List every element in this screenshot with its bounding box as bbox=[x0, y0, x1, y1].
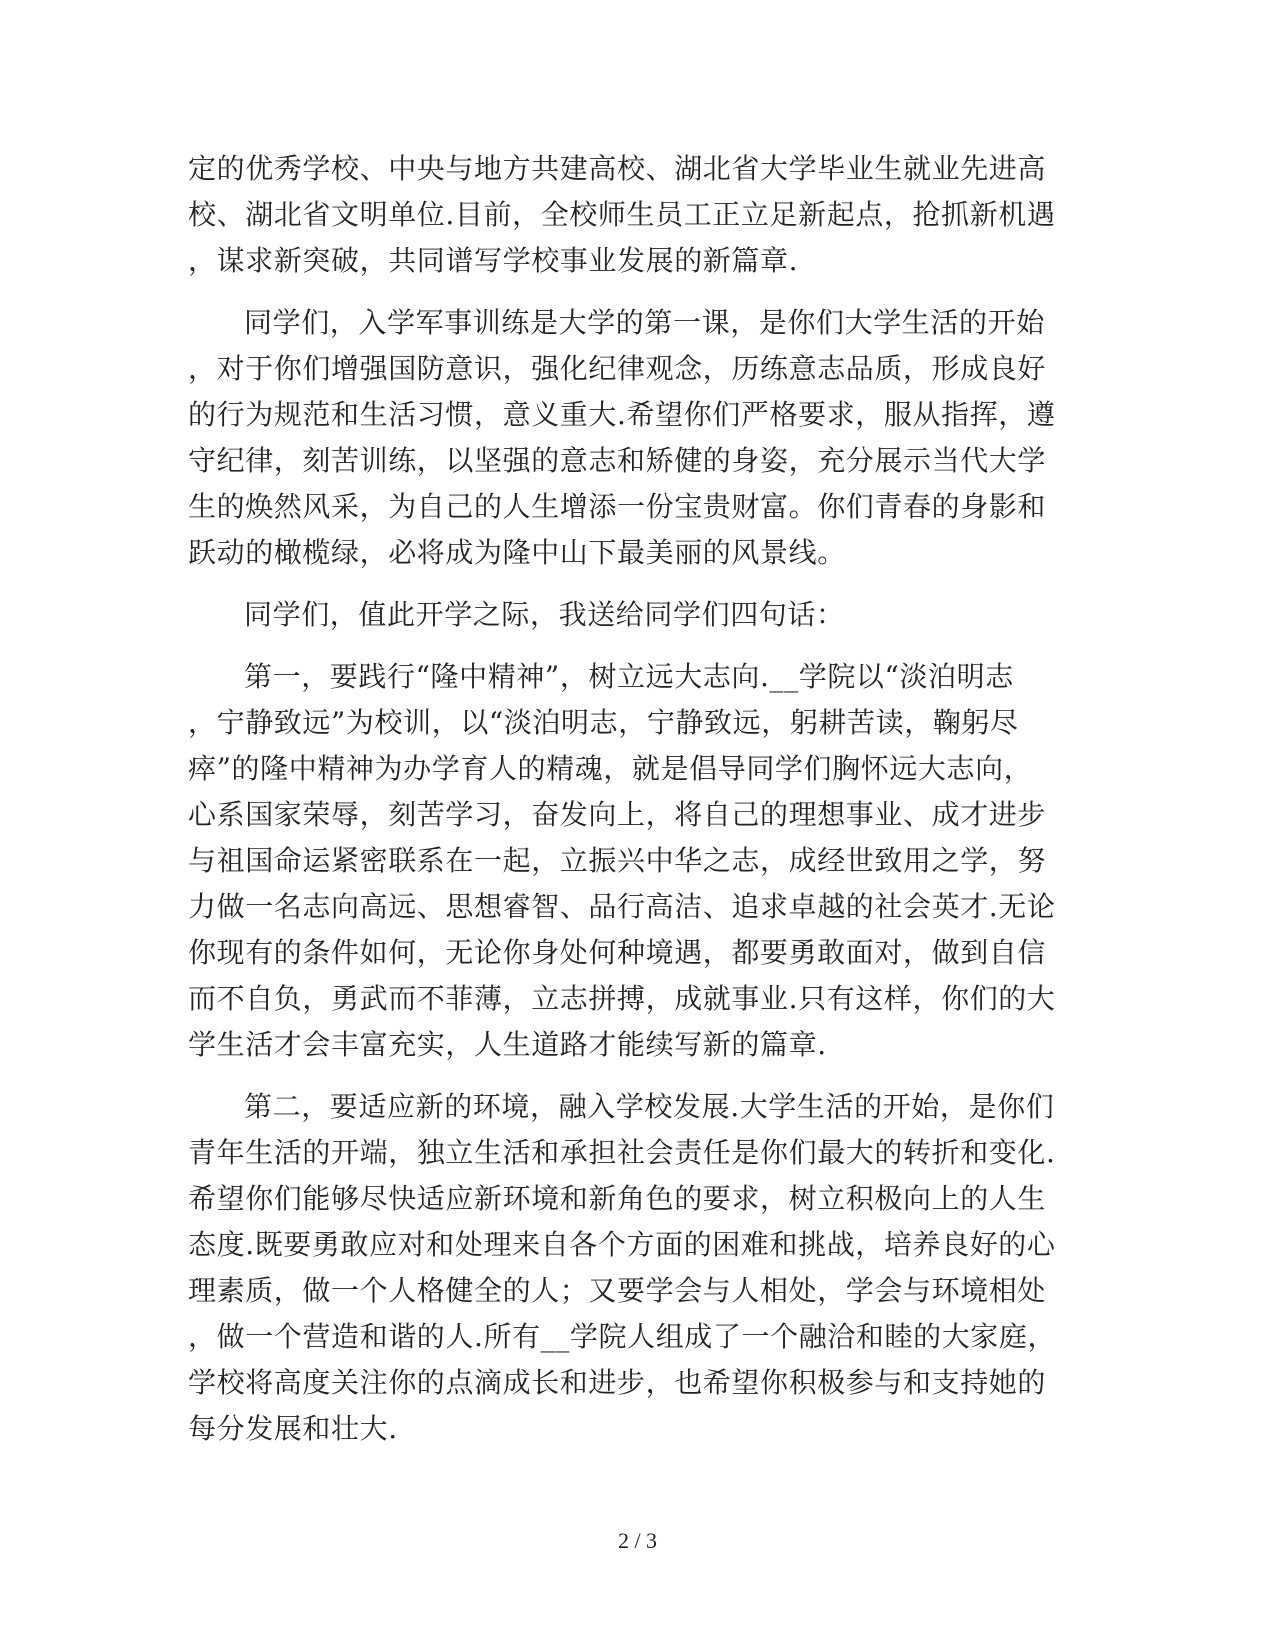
text-line: ，谋求新突破，共同谱写学校事业发展的新篇章. bbox=[188, 244, 799, 277]
text-line: 心系国家荣辱，刻苦学习，奋发向上，将自己的理想事业、成才进步 bbox=[188, 798, 1047, 831]
text-line: ，做一个营造和谐的人.所有__学院人组成了一个融洽和睦的大家庭， bbox=[188, 1320, 1057, 1353]
text-line: 青年生活的开端，独立生活和承担社会责任是你们最大的转折和变化. bbox=[188, 1136, 1056, 1169]
text-line: 学校将高度关注你的点滴成长和进步，也希望你积极参与和支持她的 bbox=[188, 1366, 1047, 1399]
text-line: 瘁”的隆中精神为办学育人的精魂，就是倡导同学们胸怀远大志向， bbox=[188, 752, 1033, 785]
text-line: 跃动的橄榄绿，必将成为隆中山下最美丽的风景线。 bbox=[188, 536, 846, 569]
text-line: 你现有的条件如何，无论你身处何种境遇，都要勇敢面对，做到自信 bbox=[188, 936, 1047, 969]
paragraph bbox=[188, 1084, 1088, 1452]
text-line: 定的优秀学校、中央与地方共建高校、湖北省大学毕业生就业先进高 bbox=[188, 152, 1047, 185]
text-line: 校、湖北省文明单位.目前，全校师生员工正立足新起点，抢抓新机遇 bbox=[188, 198, 1056, 231]
text-line: 生的焕然风采，为自己的人生增添一份宝贵财富。你们青春的身影和 bbox=[188, 490, 1047, 523]
paragraph bbox=[188, 654, 1088, 1068]
paragraph bbox=[188, 300, 1088, 576]
text-line: 与祖国命运紧密联系在一起，立振兴中华之志，成经世致用之学，努 bbox=[188, 844, 1047, 877]
text-line: ，宁静致远”为校训，以“淡泊明志，宁静致远，躬耕苦读，鞠躬尽 bbox=[188, 706, 1019, 739]
page-number: 2 / 3 bbox=[617, 1528, 658, 1553]
text-line: 而不自负，勇武而不菲薄，立志拼搏，成就事业.只有这样，你们的大 bbox=[188, 982, 1056, 1015]
text-line: 同学们，入学军事训练是大学的第一课，是你们大学生活的开始 bbox=[244, 306, 1045, 339]
text-line: 的行为规范和生活习惯，意义重大.希望你们严格要求，服从指挥，遵 bbox=[188, 398, 1056, 431]
text-line: 每分发展和壮大. bbox=[188, 1412, 398, 1445]
paragraph bbox=[188, 146, 1088, 284]
text-line: 学生活才会丰富充实，人生道路才能续写新的篇章. bbox=[188, 1028, 827, 1061]
text-line: ，对于你们增强国防意识，强化纪律观念，历练意志品质，形成良好 bbox=[188, 352, 1047, 385]
text-line: 同学们，值此开学之际，我送给同学们四句话： bbox=[244, 598, 845, 631]
text-line: 守纪律，刻苦训练，以坚强的意志和矫健的身姿，充分展示当代大学 bbox=[188, 444, 1047, 477]
text-line: 理素质，做一个人格健全的人；又要学会与人相处，学会与环境相处 bbox=[188, 1274, 1047, 1307]
paragraph bbox=[188, 592, 1088, 638]
text-line: 第二，要适应新的环境，融入学校发展.大学生活的开始，是你们 bbox=[244, 1090, 1055, 1123]
text-line: 第一，要践行“隆中精神”，树立远大志向.__学院以“淡泊明志 bbox=[244, 660, 1014, 693]
document-body bbox=[188, 146, 1088, 1468]
text-line: 力做一名志向高远、思想睿智、品行高洁、追求卓越的社会英才.无论 bbox=[188, 890, 1056, 923]
text-line: 希望你们能够尽快适应新环境和新角色的要求，树立积极向上的人生 bbox=[188, 1182, 1047, 1215]
text-line: 态度.既要勇敢应对和处理来自各个方面的困难和挑战，培养良好的心 bbox=[188, 1228, 1056, 1261]
